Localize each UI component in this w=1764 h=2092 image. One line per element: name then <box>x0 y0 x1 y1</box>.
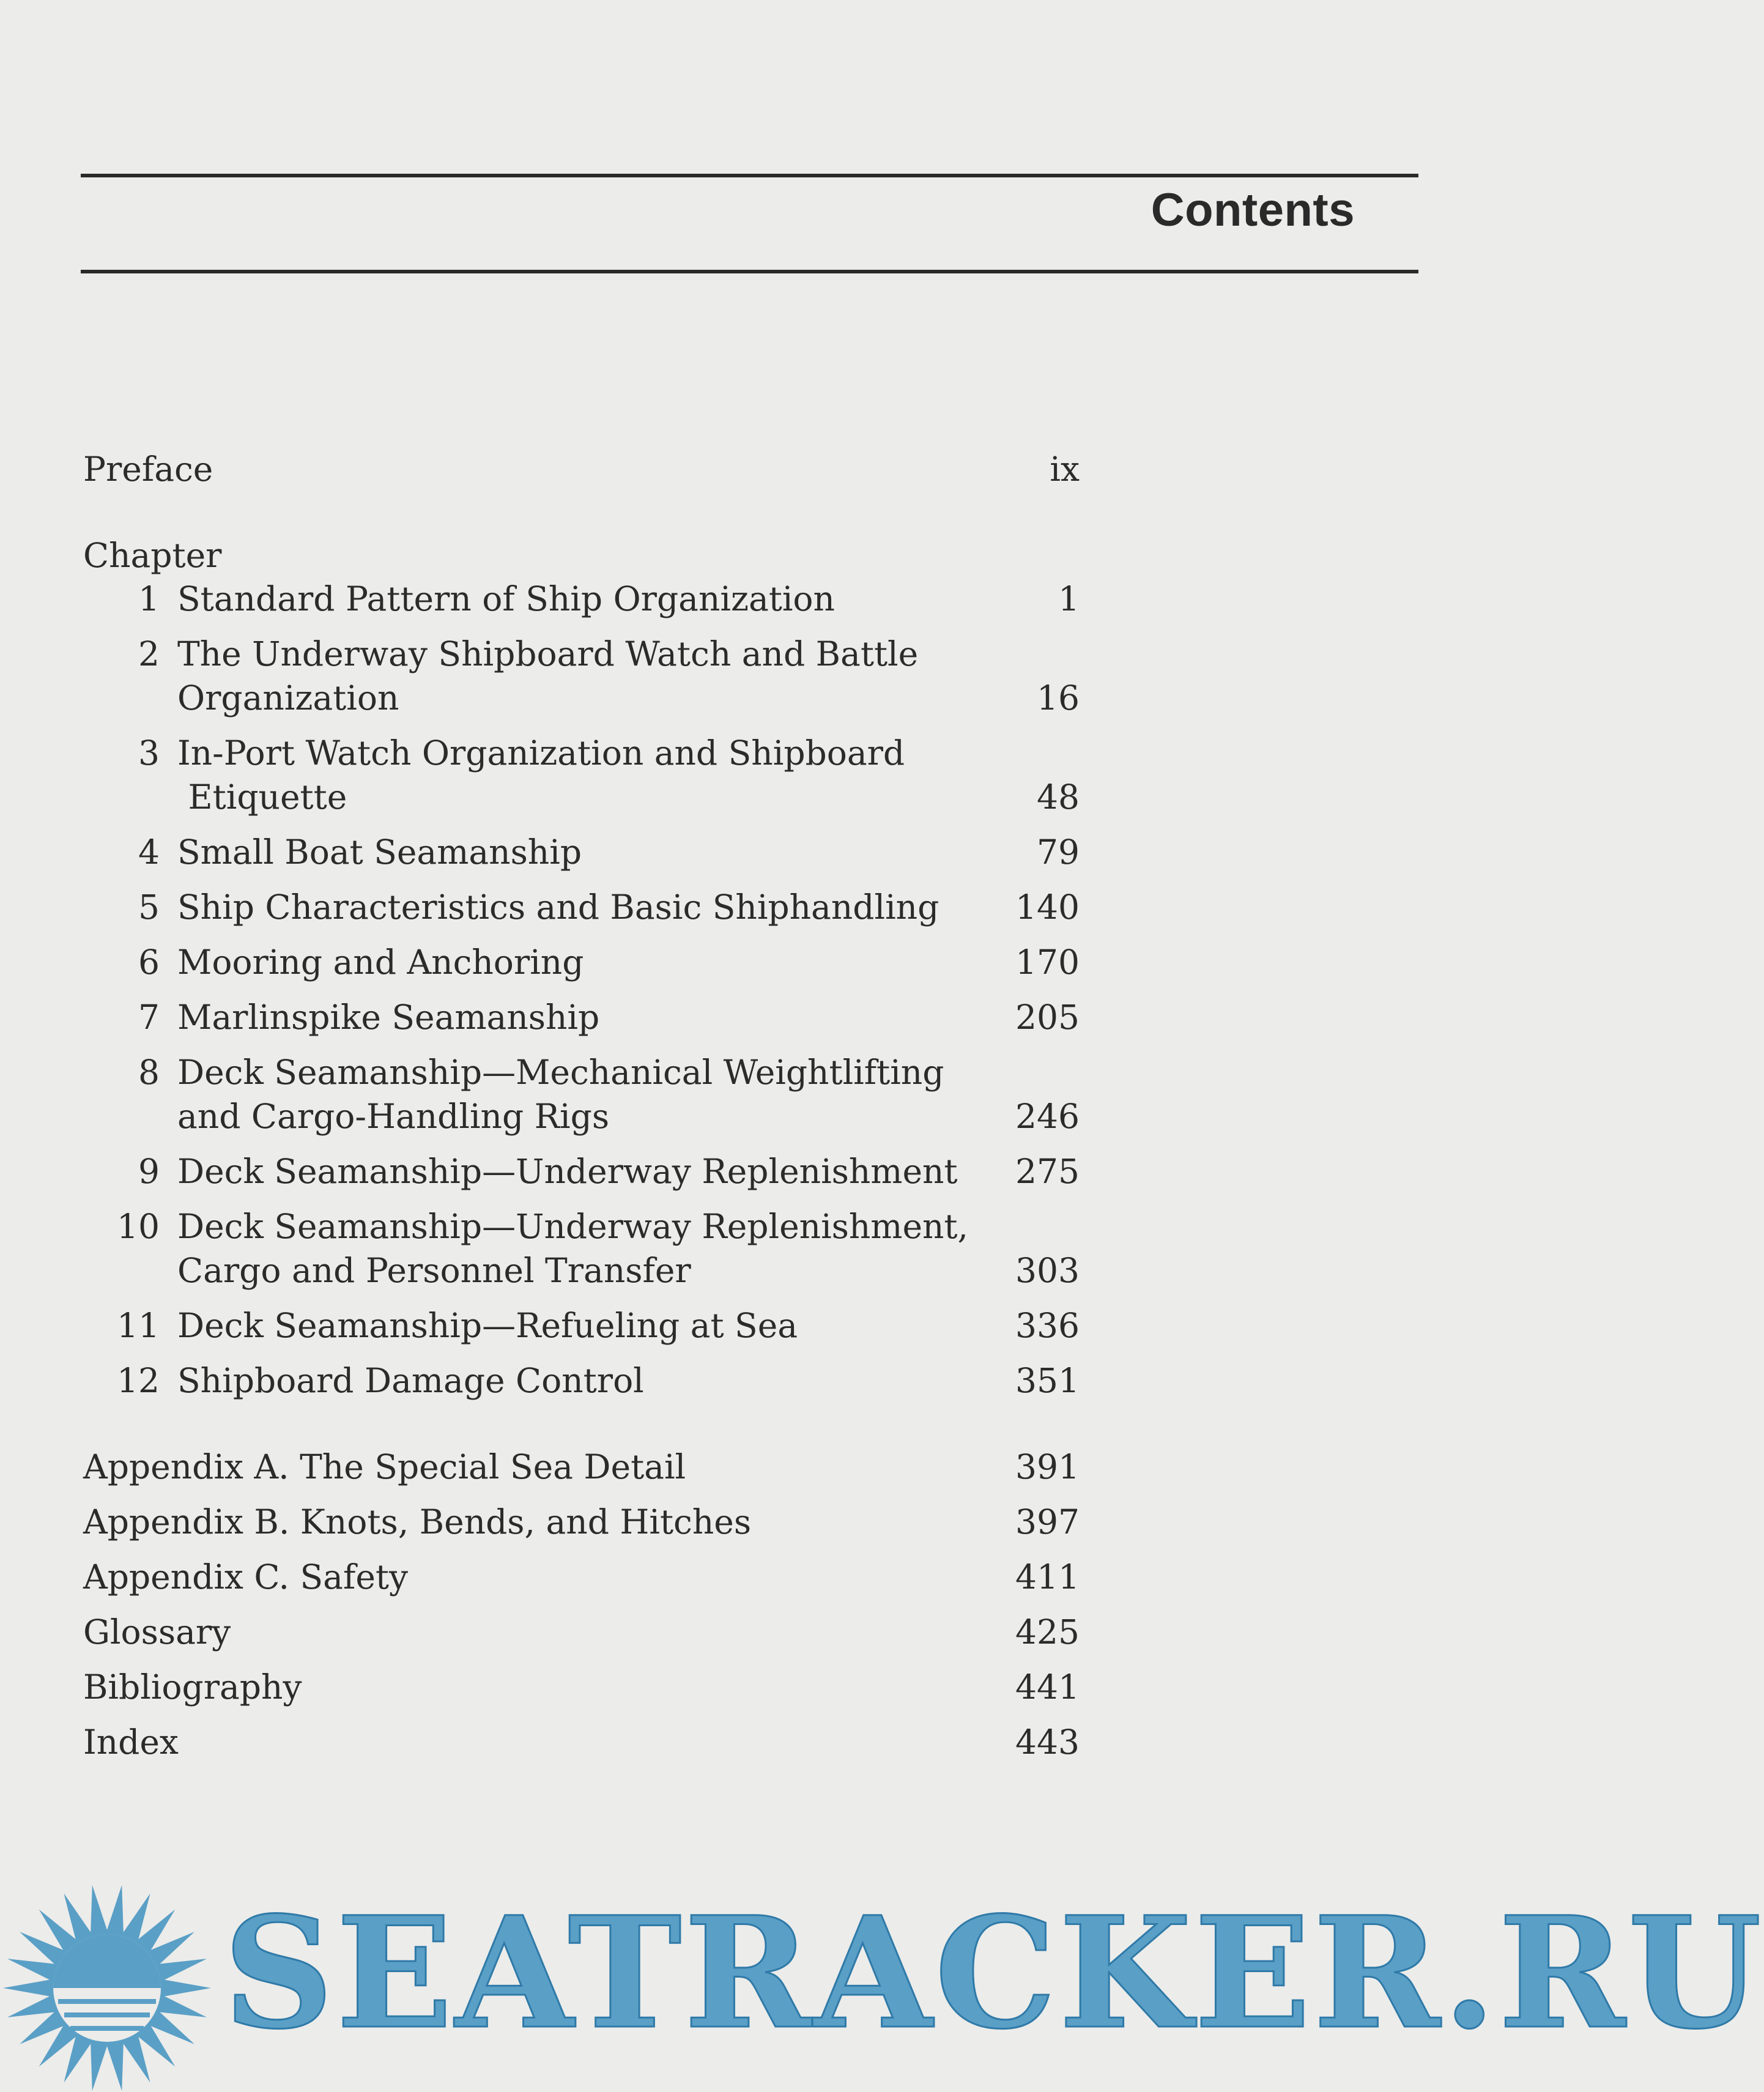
chapter-title-line: Ship Characteristics and Basic Shiphandling <box>177 888 939 927</box>
chapter-heading: Chapter <box>83 536 222 575</box>
page-number: 1 <box>1058 579 1080 618</box>
chapter-number: 6 <box>138 943 160 982</box>
chapter-title-line: Organization <box>177 678 399 718</box>
page-number: 411 <box>1015 1557 1080 1597</box>
chapter-number: 2 <box>138 634 160 673</box>
chapter-title-line: and Cargo-Handling Rigs <box>177 1097 610 1136</box>
chapter-title-line: Etiquette <box>177 777 347 817</box>
toc-entry-label: Appendix A. The Special Sea Detail <box>83 1447 686 1486</box>
watermark-text: SEATRACKER.RU <box>223 1883 1764 2063</box>
page-number: 351 <box>1015 1361 1080 1400</box>
chapter-number: 1 <box>138 579 160 618</box>
chapter-number: 12 <box>117 1361 160 1400</box>
chapter-title-line: Small Boat Seamanship <box>177 833 582 872</box>
toc-entry-label: Index <box>83 1723 179 1762</box>
chapter-title-line: Marlinspike Seamanship <box>177 998 600 1037</box>
chapter-title-line: In-Port Watch Organization and Shipboard <box>177 733 905 773</box>
chapter-title-line: Shipboard Damage Control <box>177 1361 644 1400</box>
chapter-number: 11 <box>117 1306 160 1345</box>
toc-entry-label: Appendix B. Knots, Bends, and Hitches <box>83 1502 752 1541</box>
chapter-title-line: Mooring and Anchoring <box>177 943 584 982</box>
chapter-number: 4 <box>138 833 160 872</box>
chapter-title-line: Deck Seamanship—Underway Replenishment <box>177 1152 958 1191</box>
page-number: 336 <box>1015 1306 1080 1345</box>
page-number: ix <box>1050 450 1080 489</box>
toc-entry-label: Glossary <box>83 1612 231 1652</box>
chapter-title-line: The Underway Shipboard Watch and Battle <box>177 634 919 673</box>
page-number: 140 <box>1015 888 1080 927</box>
chapter-title-line: Deck Seamanship—Mechanical Weightlifting <box>177 1053 944 1092</box>
chapter-number: 10 <box>117 1207 160 1246</box>
chapter-title-line: Deck Seamanship—Underway Replenishment, <box>177 1207 969 1246</box>
chapter-number: 8 <box>138 1053 160 1092</box>
chapter-number: 7 <box>138 998 160 1037</box>
chapter-number: 5 <box>138 888 160 927</box>
page-number: 443 <box>1015 1723 1080 1762</box>
toc-entry-label: Bibliography <box>83 1667 302 1707</box>
chapter-title-line: Cargo and Personnel Transfer <box>177 1251 691 1290</box>
page-number: 391 <box>1015 1447 1080 1486</box>
chapter-number: 9 <box>138 1152 160 1191</box>
toc-entry-label: Appendix C. Safety <box>83 1557 409 1597</box>
page-number: 303 <box>1015 1251 1080 1290</box>
page-number: 205 <box>1015 998 1080 1037</box>
page-number: 16 <box>1037 678 1080 718</box>
bottom-rule <box>81 270 1418 273</box>
page-number: 425 <box>1015 1612 1080 1652</box>
toc-entry-label: Preface <box>83 450 213 489</box>
page-title: Contents <box>1151 184 1355 236</box>
chapter-number: 3 <box>138 733 160 773</box>
page-number: 170 <box>1015 943 1080 982</box>
page-number: 441 <box>1015 1667 1080 1707</box>
page-number: 397 <box>1015 1502 1080 1541</box>
page-number: 246 <box>1015 1097 1080 1136</box>
page-number: 48 <box>1037 777 1080 817</box>
page-number: 79 <box>1037 833 1080 872</box>
chapter-title-line: Standard Pattern of Ship Organization <box>177 579 835 618</box>
page-number: 275 <box>1015 1152 1080 1191</box>
chapter-title-line: Deck Seamanship—Refueling at Sea <box>177 1306 798 1345</box>
top-rule <box>81 174 1418 177</box>
